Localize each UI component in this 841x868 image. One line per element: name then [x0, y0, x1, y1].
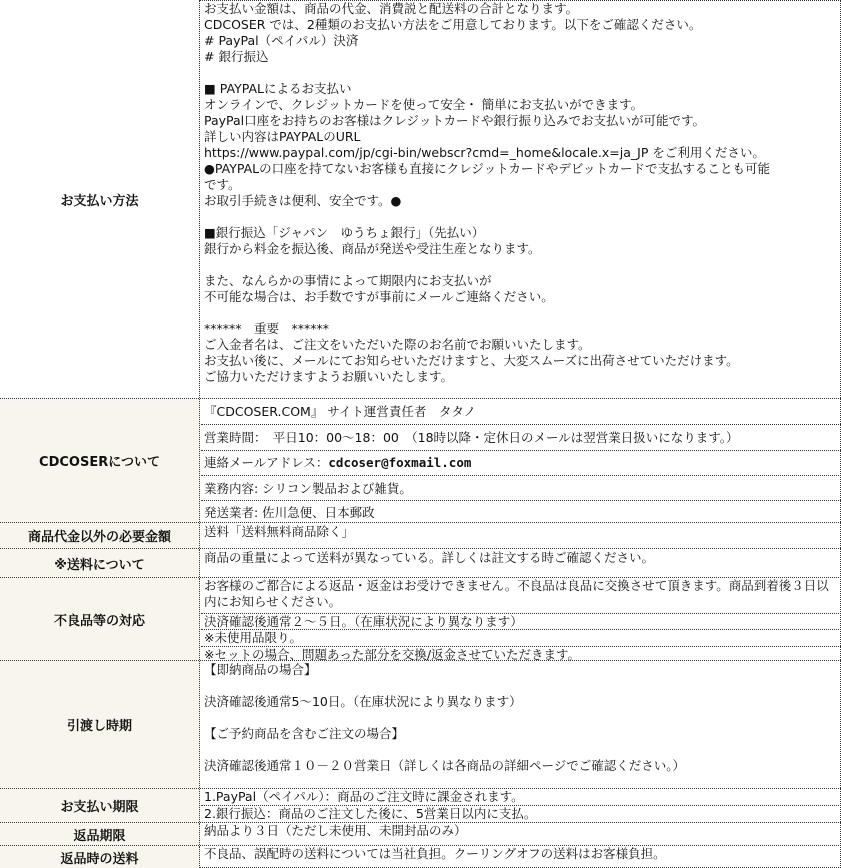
text-line [204, 257, 838, 273]
text-line: ■ PAYPALによるお支払い [204, 81, 352, 96]
text-line: 銀行から料金を振込後、商品が発送や受注生産となります。 [204, 241, 541, 256]
label-defective: 不良品等の対応 [0, 578, 200, 660]
about-business: 業務内容: シリコン製品および雑貨。 [201, 475, 841, 500]
email-link[interactable]: cdcoser@foxmail.com [328, 455, 472, 470]
text-line: 【ご予約商品を含むご注文の場合】 [204, 726, 405, 741]
text-line: 【即納商品の場合】 [204, 662, 317, 677]
row-return-shipping [0, 845, 841, 868]
text-line [204, 678, 838, 694]
row-delivery [0, 660, 841, 788]
text-line: ■銀行振込「ジャパン ゆうちょ銀行」（先払い） [204, 225, 485, 240]
row-payment-deadline [0, 788, 841, 822]
label-return-period: 返品期限 [0, 823, 200, 845]
about-operator: 『CDCOSER.COM』 サイト運営責任者 タタノ [204, 404, 477, 419]
text-line [204, 742, 838, 758]
text-line: お支払い後に、メールにてお知らせいただけますと、大変スムーズに出荷させていただけます。 [204, 353, 739, 368]
label-payment-deadline: お支払い期限 [0, 789, 200, 822]
text-line: ****** 重要 ****** [204, 321, 330, 336]
defective-unused: ※未使用品限り。 [201, 629, 841, 646]
text-line [204, 305, 838, 321]
text-line: # PayPal（ペイパル）決済 [204, 33, 359, 48]
text-line [204, 710, 838, 726]
about-email [201, 450, 841, 475]
row-about [0, 398, 841, 522]
text-line: お支払い金額は、商品の代金、消費説と配送料の合計となります。 [204, 1, 579, 16]
text-line: PayPal口座をお持ちのお客様はクレジットカードや銀行振り込みでお支払いが可能です。 [204, 113, 705, 128]
label-extra-cost: 商品代金以外の必要金額 [0, 523, 200, 548]
text-line [204, 65, 838, 81]
return-period-text: 納品より３日（ただし未使用、未開封品のみ） [204, 823, 467, 838]
text-line: また、なんらかの事情によって期限内にお支払いが [204, 273, 492, 288]
row-return-period [0, 822, 841, 845]
label-delivery: 引渡し時期 [0, 661, 200, 788]
deadline-paypal: 1.PayPal（ペイパル）：商品のご注文時に課金されます。 [204, 789, 524, 804]
text-line [204, 209, 838, 225]
text-line: ご入金者名は、ご注文をいただいた際のお名前でお願いいたします。 [204, 337, 591, 352]
defective-set: ※セットの場合、問題あった部分を交換/返金させていただきます。 [201, 646, 841, 661]
payment-method-text [201, 0, 841, 386]
text-line: CDCOSER では、2種類のお支払い方法をご用意しております。以下をご確認ください。 [204, 17, 702, 32]
label-payment-method: お支払い方法 [0, 0, 200, 398]
about-hours: 営業時間： 平日10：00～18：00 （18時以降・定休日のメールは翌営業日扱いになります。） [201, 424, 841, 450]
label-return-shipping: 返品時の送料 [0, 846, 200, 868]
text-line: 詳しい内容はPAYPALのURL [204, 129, 361, 144]
defective-policy: お客様のご都合による返品・返金はお受けできません。不良品は良品に交換させて頂きます。商品到着後３日以内にお知らせください。 [204, 578, 829, 609]
shipping-text: 商品の重量によって送料が異なっている。詳しくは註文する時ご確認ください。 [204, 550, 655, 565]
text-line: ●PAYPALの口座を持てないお客様も直接にクレジットカードやデビットカードで支払することも可能 [204, 161, 771, 176]
text-line: オンラインで、クレジットカードを使って安全・ 簡単にお支払いができます。 [204, 97, 644, 112]
about-carriers: 発送業者: 佐川急便、日本郵政 [201, 500, 841, 523]
row-extra-cost [0, 522, 841, 548]
row-shipping [0, 548, 841, 577]
return-shipping-text: 不良品、誤配時の送料については当社負担。クーリングオフの送料はお客様負担。 [204, 846, 666, 861]
deadline-bank: 2.銀行振込：商品のご注文した後に、5営業日以内に支払。 [201, 805, 841, 822]
text-line: です。 [204, 177, 241, 192]
text-line: # 銀行振込 [204, 49, 269, 64]
text-line: 決済確認後通常１０－２０営業日（詳しくは各商品の詳細ページでご確認ください。） [204, 758, 686, 773]
label-shipping: ※送料について [0, 549, 200, 577]
text-line: お取引手続きは便利、安全です。● [204, 193, 402, 208]
text-line: 決済確認後通常5～10日。（在庫状況により異なります） [204, 694, 522, 709]
email-label: 連絡メールアドレス： [204, 455, 329, 470]
delivery-text [201, 661, 841, 775]
text-line: https://www.paypal.com/jp/cgi-bin/webscr?cmd=_home&locale.x=ja_JP をご利用ください。 [204, 145, 765, 160]
defective-period: 決済確認後通常２～５日。（在庫状況により異なります） [201, 613, 841, 629]
text-line: ご協力いただけますようお願いいたします。 [204, 369, 454, 384]
text-line: 不可能な場合は、お手数ですが事前にメールご連絡ください。 [204, 289, 554, 304]
row-defective [0, 577, 841, 660]
row-payment-method [0, 0, 841, 398]
extra-cost-text: 送料「送料無料商品除く」 [204, 524, 355, 539]
label-about: CDCOSERについて [0, 399, 200, 522]
